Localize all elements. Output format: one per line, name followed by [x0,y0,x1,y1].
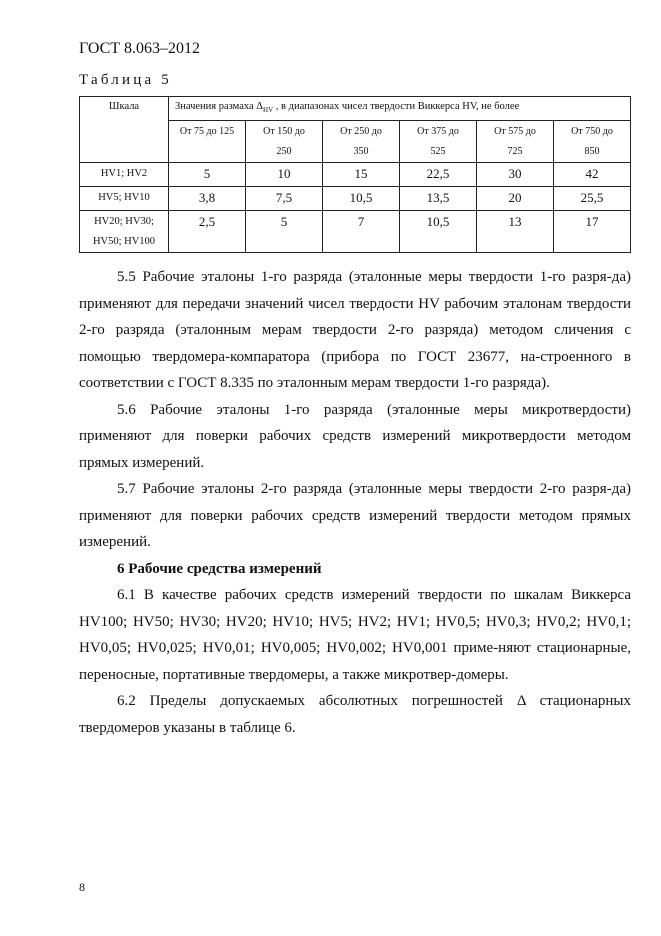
value-cell: 7 [323,211,400,253]
scale-column-header: Шкала [80,97,169,163]
range-column-header: Значения размаха $\Delta_{HV}$ , в диапазонах чисел твердости Виккерса HV, не более [169,97,631,121]
value-cell: 30 [477,163,554,187]
scale-cell: HV1; HV2 [80,163,169,187]
scale-cell: HV5; HV10 [80,187,169,211]
value-cell: 15 [323,163,400,187]
body-text [79,264,631,741]
value-cell: 10,5 [323,187,400,211]
range-header-cell: От 575 до 725 [477,121,554,163]
value-cell: 13 [477,211,554,253]
value-cell: 3,8 [169,187,246,211]
table-row [80,211,631,253]
page-number: 8 [79,880,85,894]
value-cell: 42 [554,163,631,187]
value-cell: 25,5 [554,187,631,211]
range-header-cell: От 75 до 125 [169,121,246,163]
value-cell: 2,5 [169,211,246,253]
scale-cell: HV20; HV30; HV50; HV100 [80,211,169,253]
paragraph-5-6: 5.6 Рабочие эталоны 1-го разряда (эталонные меры микротвердости) применяют для поверки рабочих средств измерений микротвердости методом прямых измерений. [79,401,631,471]
value-cell: 10 [246,163,323,187]
range-header-cell: От 150 до 250 [246,121,323,163]
value-cell: 13,5 [400,187,477,211]
value-cell: 7,5 [246,187,323,211]
value-cell: 10,5 [400,211,477,253]
document-header: ГОСТ 8.063–2012 [79,40,201,57]
paragraph-5-5: 5.5 Рабочие эталоны 1-го разряда (эталонные меры твердости 1-го разря-да) применяют для передачи значений чисел твердости HV рабочим эталонам твердости 2-го разряда (эталонным мерам твердости 2-го разряда) методом сличения с помощью твердомера-компаратора (прибора по ГОСТ 23677, на-строенного в соответствии с ГОСТ 8.335 по эталонным мерам твердости 1-го разряда). [79,269,631,391]
range-header-cell: От 750 до 850 [554,121,631,163]
value-cell: 5 [169,163,246,187]
paragraph-6-2: 6.2 Пределы допускаемых абсолютных погрешностей Δ стационарных твердомеров указаны в таблице 6. [79,693,631,736]
hardness-range-table [79,96,631,253]
value-cell: 17 [554,211,631,253]
value-cell: 22,5 [400,163,477,187]
value-cell: 20 [477,187,554,211]
paragraph-5-7: 5.7 Рабочие эталоны 2-го разряда (эталонные меры твердости 2-го разря-да) применяют для поверки рабочих средств измерений твердости методом прямых измерений. [79,481,631,550]
table-row [80,187,631,211]
table-caption: Таблица 5 [79,72,172,88]
table-row [80,163,631,187]
section-heading-6: 6 Рабочие средства измерений [117,560,322,577]
range-header-cell: От 375 до 525 [400,121,477,163]
range-header-cell: От 250 до 350 [323,121,400,163]
paragraph-6-1: 6.1 В качестве рабочих средств измерений твердости по шкалам Виккерса HV100; HV50; HV30; HV20; HV10; HV5; HV2; HV1; HV0,5; HV0,3; HV0,2; HV0,1; HV0,05; HV0,025; HV0,01; HV0,005; HV0,002; HV0,001 приме-няют стационарные, переносные, портативные твердомеры, а также микротвер-домеры. [79,587,631,683]
value-cell: 5 [246,211,323,253]
